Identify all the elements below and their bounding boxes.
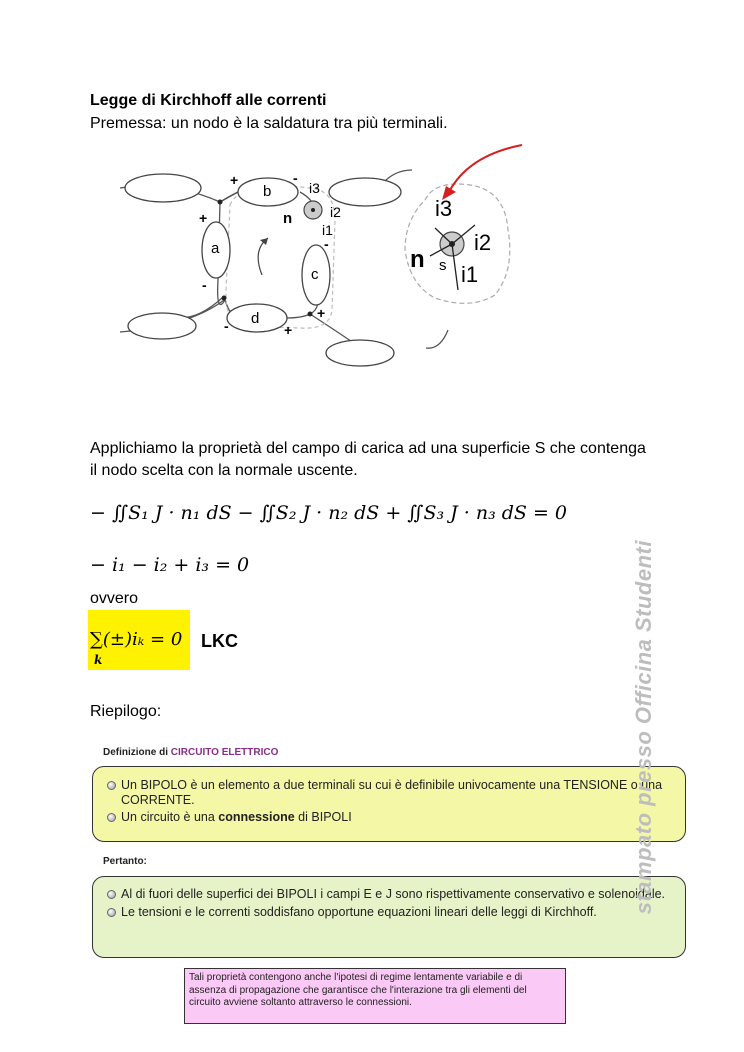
zoom-i1: i1 xyxy=(461,262,479,287)
node-i2: i2 xyxy=(330,204,341,220)
node-i1: i1 xyxy=(322,222,333,238)
circuit-diagram xyxy=(90,140,530,375)
definition-bullet-1 xyxy=(105,778,673,808)
sign-minus-3: - xyxy=(324,236,329,252)
sign-minus-2: - xyxy=(202,277,207,293)
lkc-formula: ∑(±)iₖ = 0 xyxy=(90,629,183,650)
intro-paragraph: Applichiamo la proprietà del campo di carica ad una superficie S che contenga il nodo scelta con la normale uscente. xyxy=(90,440,646,479)
sign-plus-3: + xyxy=(317,305,326,321)
node-i3: i3 xyxy=(309,180,320,196)
equation-surface-integrals: − ∬S₁ J · n₁ dS − ∬S₂ J · n₂ dS + ∬S₃ J · n₃ dS = 0 xyxy=(90,502,568,524)
label-d: d xyxy=(251,310,260,327)
sign-plus-4: + xyxy=(284,322,293,338)
watermark: stampato presso Officina Studenti xyxy=(631,540,656,915)
definition-title-highlight: CIRCUITO ELETTRICO xyxy=(170,747,279,758)
ovvero-text: ovvero xyxy=(90,590,139,607)
sign-plus-1: + xyxy=(230,172,239,188)
pertanto-box xyxy=(92,876,686,958)
label-b: b xyxy=(263,183,272,200)
definition-box xyxy=(92,766,686,842)
definition-title-pre: Definizione di xyxy=(103,747,171,758)
definition-bullet-2 xyxy=(105,810,673,825)
equation-currents: − i₁ − i₂ + i₃ = 0 xyxy=(90,554,250,576)
label-c: c xyxy=(311,266,319,283)
section-heading: Legge di Kirchhoff alle correnti xyxy=(90,92,327,109)
lkc-subscript: k xyxy=(94,653,103,667)
definition-bullet-2-post: di BIPOLI xyxy=(294,810,352,824)
pertanto-bullet-1: Al di fuori delle superfici dei BIPOLI i campi E e J sono rispettivamente conservativo e solenoidale. xyxy=(105,887,673,902)
zoom-i2: i2 xyxy=(474,230,492,255)
definition-bullet-2-pre: Un circuito è una xyxy=(121,810,219,824)
note-box: Tali proprietà contengono anche l'ipotesi di regime lentamente variabile e di assenza di propagazione che garantisce che l'interazione tra gli elementi del circuito avviene soltanto attraverso le connessioni. xyxy=(184,968,566,1024)
sign-minus-4: - xyxy=(224,318,229,334)
lkc-highlight xyxy=(88,610,190,670)
lkc-label: LKC xyxy=(201,631,238,651)
zoom-n: n xyxy=(410,246,425,273)
label-a: a xyxy=(211,240,220,257)
definition-bullet-1-text: Un BIPOLO è un elemento a due terminali su cui è definibile univocamente una TENSIONE o una CORRENTE. xyxy=(121,778,663,807)
definition-bullet-2-bold: connessione xyxy=(218,810,295,824)
sign-plus-2: + xyxy=(199,210,208,226)
node-n: n xyxy=(283,210,293,227)
zoom-s: s xyxy=(439,257,447,274)
premise-text: Premessa: un nodo è la saldatura tra più terminali. xyxy=(90,115,448,132)
pertanto-bullet-2: Le tensioni e le correnti soddisfano opportune equazioni lineari delle leggi di Kirchhoff. xyxy=(105,905,673,920)
definition-title xyxy=(103,747,278,758)
pertanto-label: Pertanto: xyxy=(103,856,147,867)
zoom-i3: i3 xyxy=(435,196,453,221)
sign-minus-1: - xyxy=(293,170,298,186)
riepilogo-heading: Riepilogo: xyxy=(90,703,162,720)
